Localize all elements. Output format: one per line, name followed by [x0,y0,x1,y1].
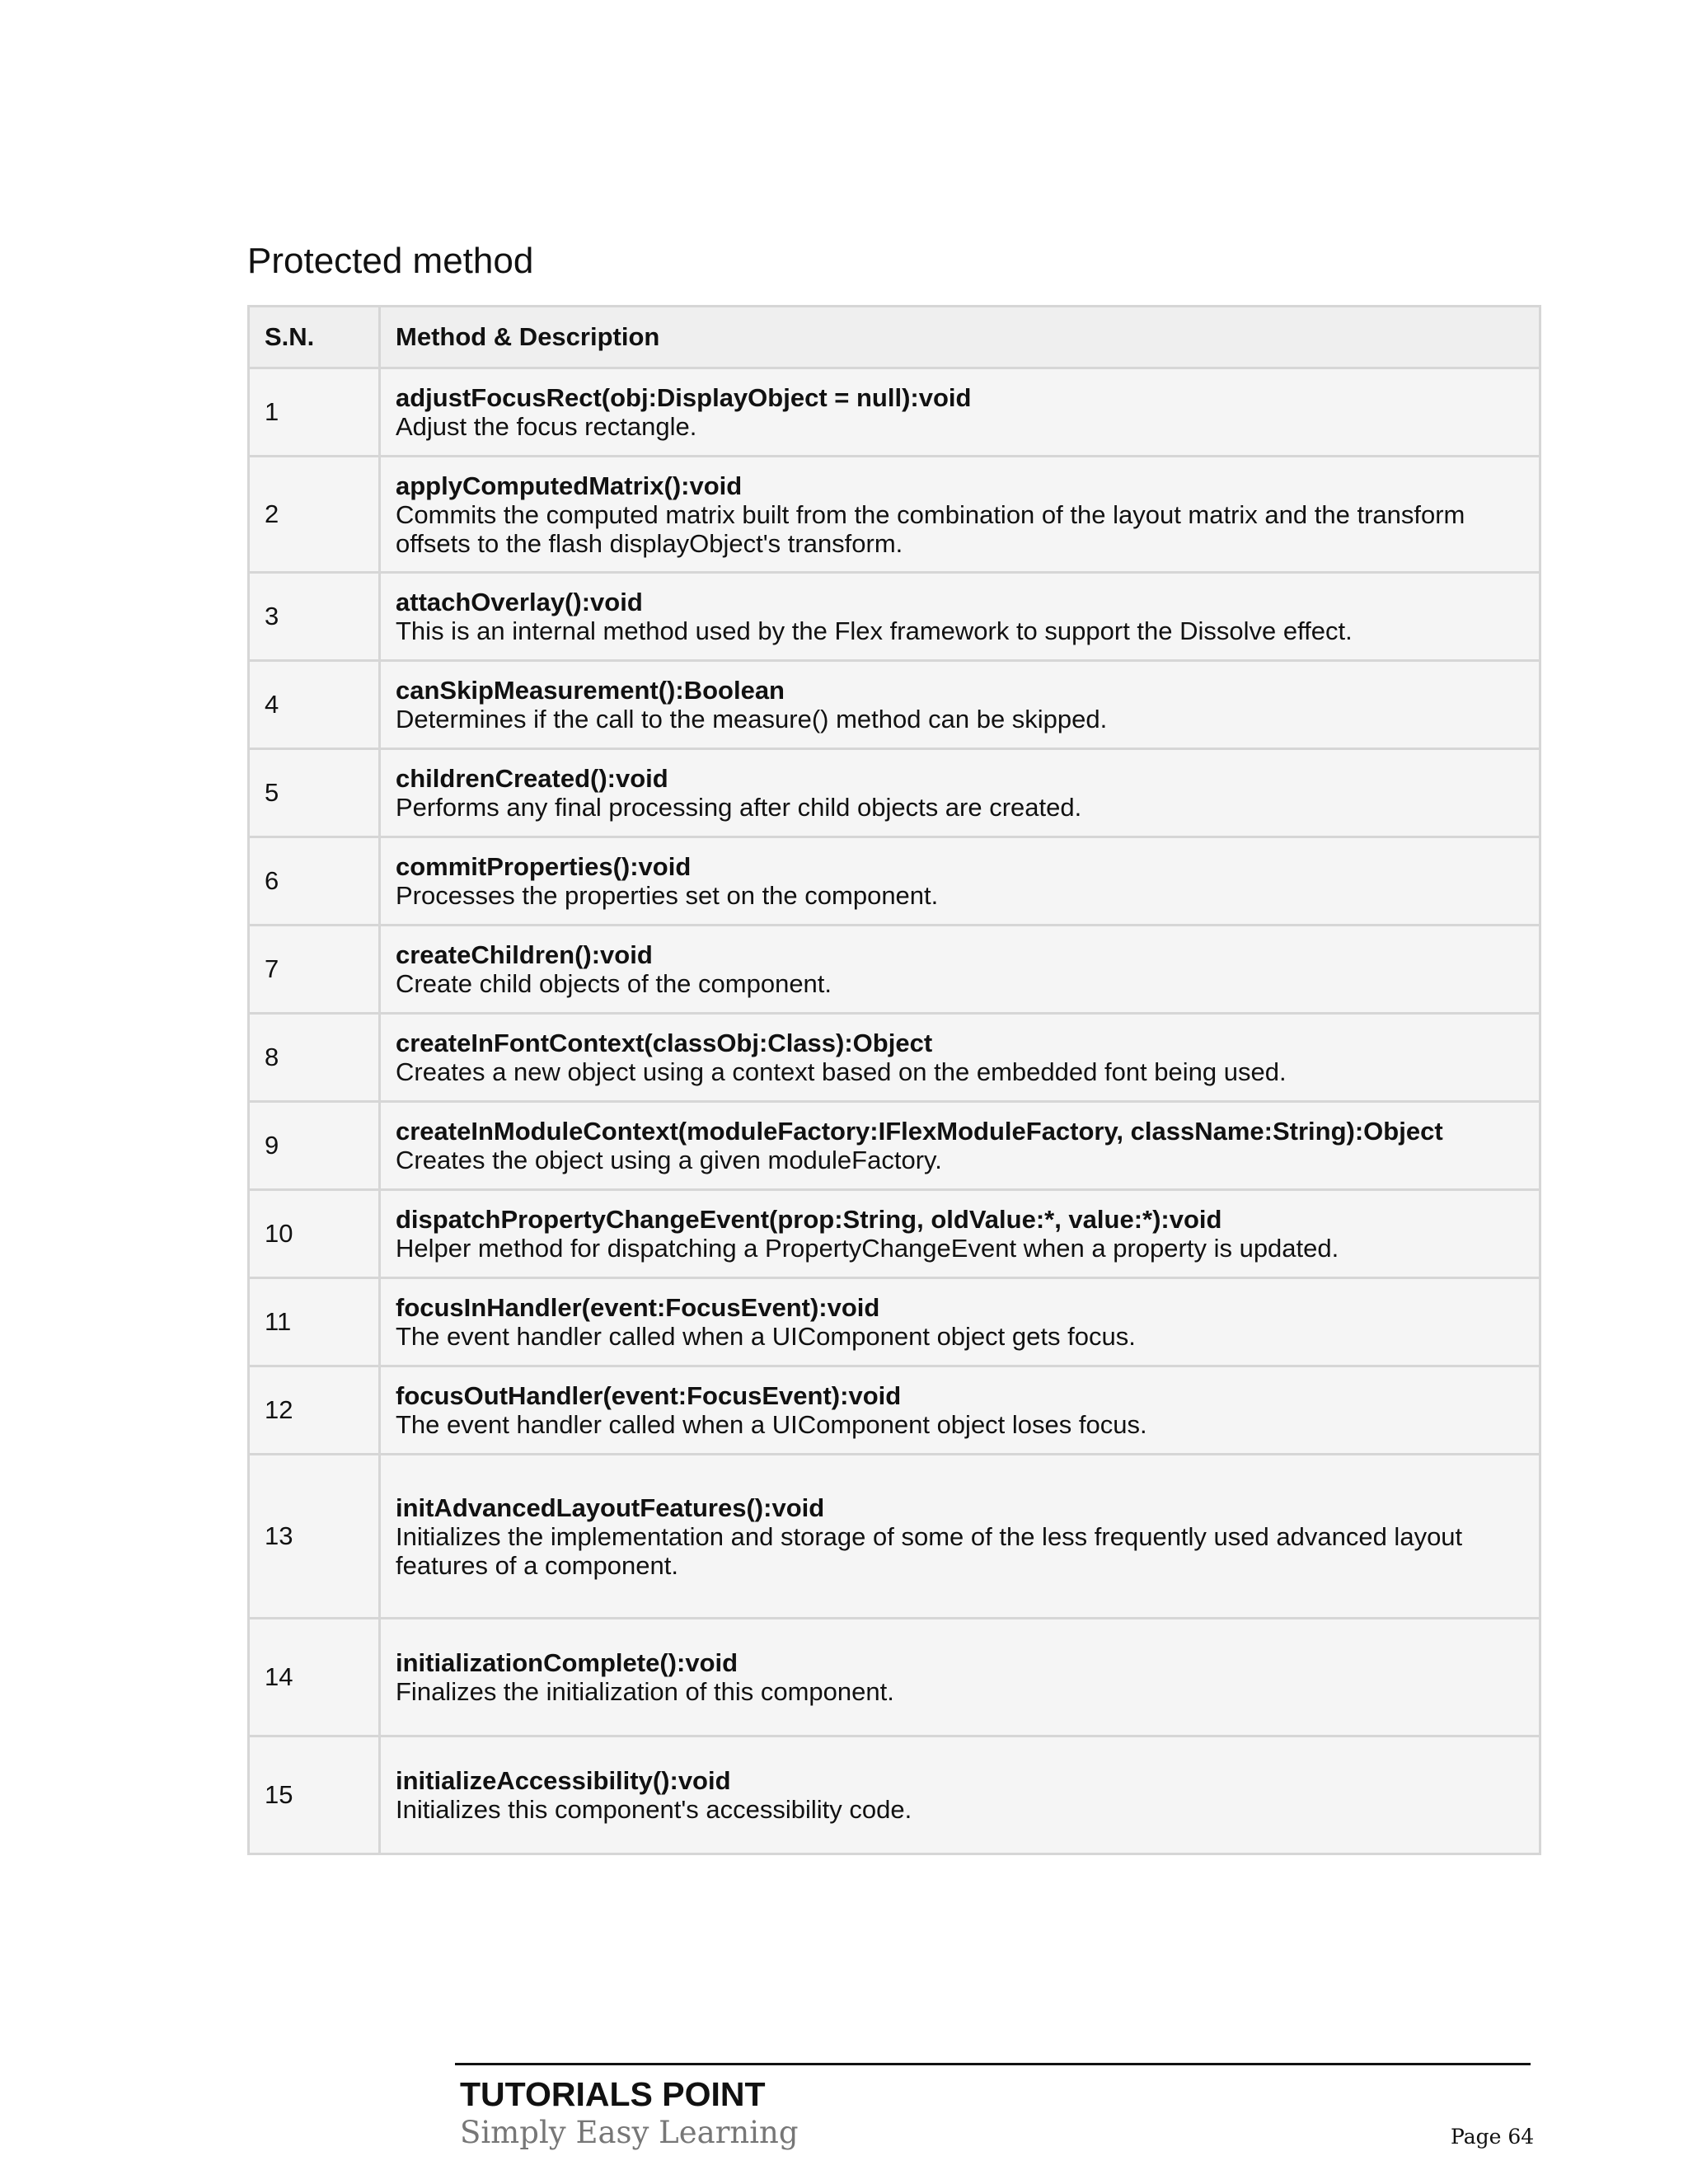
table-row [249,837,1540,926]
page-number: Page 64 [1451,2125,1535,2149]
method-cell [380,1366,1540,1455]
method-name: canSkipMeasurement():Boolean [396,676,785,705]
header-sn: S.N. [249,307,380,368]
row-number: 12 [249,1366,380,1455]
method-name: commitProperties():void [396,852,692,881]
table-row [249,1278,1540,1366]
method-description: Initializes the implementation and storage of some of the less frequently used advanced layout features of a component. [396,1521,1463,1580]
table-row [249,1190,1540,1278]
method-name: childrenCreated():void [396,764,668,793]
table-row [249,1014,1540,1102]
method-name: createChildren():void [396,940,653,969]
method-cell [380,457,1540,573]
method-name: applyComputedMatrix():void [396,471,743,500]
method-description: Commits the computed matrix built from the combination of the layout matrix and the transform offsets to the flash displayObject's transform. [396,499,1465,558]
method-description: Initializes this component's accessibility code. [396,1795,912,1824]
table-row [249,926,1540,1014]
method-cell [380,749,1540,837]
method-cell [380,1102,1540,1190]
method-cell [380,1190,1540,1278]
method-cell [380,661,1540,749]
method-cell [380,926,1540,1014]
method-description: Finalizes the initialization of this component. [396,1677,894,1706]
method-cell [380,1736,1540,1854]
row-number: 3 [249,573,380,661]
method-name: initAdvancedLayoutFeatures():void [396,1493,825,1522]
method-description: Helper method for dispatching a PropertyChangeEvent when a property is updated. [396,1234,1339,1263]
method-name: createInFontContext(classObj:Class):Object [396,1029,933,1057]
method-cell [380,1014,1540,1102]
method-name: initializeAccessibility():void [396,1766,731,1795]
method-description: Adjust the focus rectangle. [396,412,697,441]
section-heading: Protected method [247,241,534,281]
row-number: 11 [249,1278,380,1366]
method-name: dispatchPropertyChangeEvent(prop:String, oldValue:*, value:*):void [396,1205,1222,1234]
method-cell [380,1619,1540,1736]
header-method-description: Method & Description [380,307,1540,368]
methods-table [247,305,1541,1855]
table-row [249,1455,1540,1619]
method-description: Determines if the call to the measure() method can be skipped. [396,705,1108,733]
method-cell [380,573,1540,661]
row-number: 6 [249,837,380,926]
table-row [249,368,1540,457]
method-name: focusOutHandler(event:FocusEvent):void [396,1381,902,1410]
method-cell [380,1278,1540,1366]
table-row [249,1736,1540,1854]
method-cell [380,837,1540,926]
footer-tagline: Simply Easy Learning [460,2115,799,2150]
row-number: 10 [249,1190,380,1278]
method-description: The event handler called when a UIComponent object gets focus. [396,1322,1136,1351]
method-name: createInModuleContext(moduleFactory:IFlexModuleFactory, className:String):Object [396,1117,1443,1146]
method-name: adjustFocusRect(obj:DisplayObject = null):void [396,383,972,412]
method-description: The event handler called when a UIComponent object loses focus. [396,1410,1147,1439]
method-description: Processes the properties set on the component. [396,881,939,910]
table-row [249,1366,1540,1455]
method-description: Creates a new object using a context based on the embedded font being used. [396,1057,1287,1086]
method-cell [380,368,1540,457]
method-description: Create child objects of the component. [396,969,832,998]
table-row [249,749,1540,837]
row-number: 14 [249,1619,380,1736]
table-header-row [249,307,1540,368]
table-row [249,1102,1540,1190]
row-number: 5 [249,749,380,837]
row-number: 15 [249,1736,380,1854]
row-number: 9 [249,1102,380,1190]
method-description: Performs any final processing after child objects are created. [396,793,1082,822]
method-name: attachOverlay():void [396,588,643,616]
table-row [249,457,1540,573]
row-number: 4 [249,661,380,749]
row-number: 7 [249,926,380,1014]
table-row [249,1619,1540,1736]
row-number: 8 [249,1014,380,1102]
method-description: This is an internal method used by the Flex framework to support the Dissolve effect. [396,616,1353,645]
row-number: 13 [249,1455,380,1619]
table-row [249,573,1540,661]
footer-brand: TUTORIALS POINT [460,2075,766,2113]
method-name: initializationComplete():void [396,1648,738,1677]
row-number: 2 [249,457,380,573]
footer-divider [455,2063,1531,2065]
row-number: 1 [249,368,380,457]
table-row [249,661,1540,749]
method-description: Creates the object using a given moduleFactory. [396,1146,942,1174]
method-name: focusInHandler(event:FocusEvent):void [396,1293,880,1322]
method-cell [380,1455,1540,1619]
